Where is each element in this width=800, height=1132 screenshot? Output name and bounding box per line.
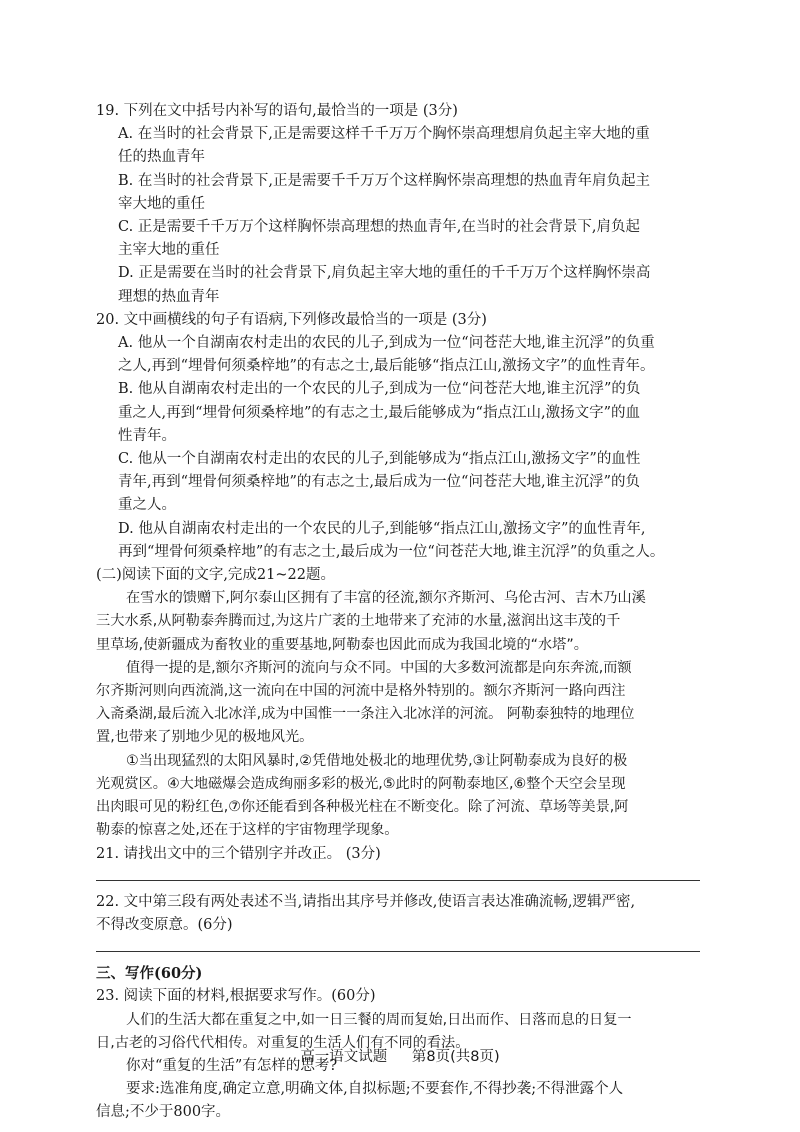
q19-option-b-cont: 宰大地的重任: [118, 195, 205, 212]
q20-option-a: A. 他从一个自湖南农村走出的农民的儿子,到成为一位“问苍茫大地,谁主沉浮”的负重: [118, 335, 655, 352]
q19-stem: 19. 下列在文中括号内补写的语句,最恰当的一项是 (3分): [96, 103, 458, 119]
q19-option-d-cont: 理想的热血青年: [118, 288, 220, 305]
q19-option-c-cont: 主宰大地的重任: [118, 242, 220, 259]
passage-paragraph-1-cont: 三大水系,从阿勒泰奔腾而过,为这片广袤的土地带来了充沛的水量,滋润出这丰茂的千: [96, 613, 621, 630]
q23-material: 人们的生活大都在重复之中,如一日三餐的周而复始,日出而作、日落而息的日复一: [126, 1011, 632, 1028]
q23-requirements: 要求:选准角度,确定立意,明确文体,自拟标题;不要套作,不得抄袭;不得泄露个人: [126, 1081, 624, 1098]
q20-option-b-cont: 重之人,再到“埋骨何须桑梓地”的有志之士,最后能够成为“指点江山,激扬文字”的血: [118, 404, 640, 421]
q20-option-d-cont: 再到“埋骨何须桑梓地”的有志之士,最后成为一位“问苍茫大地,谁主沉浮”的负重之人。: [118, 543, 665, 560]
passage-paragraph-2-cont: 置,也带来了别地少见的极地风光。: [96, 729, 314, 746]
q20-option-c-cont2: 重之人。: [118, 497, 176, 514]
passage-paragraph-2-cont: 尔齐斯河则向西流淌,这一流向在中国的河流中是格外特别的。额尔齐斯河一路向西注: [96, 683, 626, 700]
q22-stem-cont: 不得改变原意。(6分): [96, 916, 233, 933]
page-footer: [0, 1045, 800, 1066]
q19-option-a-cont: 任的热血青年: [118, 149, 205, 166]
exam-page: [96, 100, 700, 1125]
q20-option-a-cont: 之人,再到“埋骨何须桑梓地”的有志之士,最后能够“指点江山,激扬文字”的血性青年。: [118, 358, 655, 375]
q22-stem: 22. 文中第三段有两处表述不当,请指出其序号并修改,使语言表达准确流畅,逻辑严密,: [96, 893, 636, 910]
q19-option-d: D. 正是需要在当时的社会背景下,肩负起主宰大地的重任的千千万万个这样胸怀崇高: [118, 265, 651, 282]
section-3-heading: 三、写作(60分): [96, 965, 203, 983]
footer-page-number: 第8页(共8页): [411, 1049, 500, 1065]
q23-stem: 23. 阅读下面的材料,根据要求写作。(60分): [96, 988, 376, 1005]
passage-paragraph-2: 值得一提的是,额尔齐斯河的流向与众不同。中国的大多数河流都是向东奔流,而额: [126, 659, 632, 676]
q19-option-c: C. 正是需要千千万万个这样胸怀崇高理想的热血青年,在当时的社会背景下,肩负起: [118, 219, 641, 236]
passage-paragraph-3-cont: 勒泰的惊喜之处,还在于这样的宇宙物理学现象。: [96, 822, 399, 839]
q20-option-c: C. 他从一个自湖南农村走出的农民的儿子,到能够成为“指点江山,激扬文字”的血性: [118, 451, 641, 468]
passage-paragraph-2-cont: 入斋桑湖,最后流入北冰洋,成为中国惟一一条注入北冰洋的河流。 阿勒泰独特的地理位: [96, 706, 635, 723]
q23-prompt: 你对“重复的生活”有怎样的思考?: [126, 1057, 338, 1074]
q20-option-d: D. 他从自湖南农村走出的一个农民的儿子,到能够“指点江山,激扬文字”的血性青年,: [118, 520, 646, 537]
q21-answer-line[interactable]: [96, 866, 700, 881]
q19-option-a: A. 在当时的社会背景下,正是需要这样千千万万个胸怀崇高理想肩负起主宰大地的重: [118, 126, 650, 143]
passage-paragraph-1: 在雪水的馈赠下,阿尔泰山区拥有了丰富的径流,额尔齐斯河、乌伦古河、吉木乃山溪: [126, 590, 646, 607]
q20-option-b-cont2: 性青年。: [118, 427, 176, 444]
passage-paragraph-3-cont: 出肉眼可见的粉红色,⑦你还能看到各种极光柱在不断变化。除了河流、草场等美景,阿: [96, 799, 629, 816]
q21-stem: 21. 请找出文中的三个错别字并改正。 (3分): [96, 845, 381, 862]
q23-material-cont: 日,古老的习俗代代相传。对重复的生活人们有不同的看法。: [96, 1034, 470, 1051]
passage-paragraph-3: ①当出现猛烈的太阳风暴时,②凭借地处极北的地理优势,③让阿勒泰成为良好的极: [126, 752, 628, 769]
q20-stem: 20. 文中画横线的句子有语病,下列修改最恰当的一项是 (3分): [96, 311, 487, 328]
section-2-heading: (二)阅读下面的文字,完成21~22题。: [96, 567, 335, 584]
passage-paragraph-1-cont: 里草场,使新疆成为畜牧业的重要基地,阿勒泰也因此而成为我国北境的“水塔”。: [96, 636, 588, 653]
footer-subject: 高一语文试题: [300, 1049, 388, 1065]
passage-paragraph-3-cont: 光观赏区。④大地磁爆会造成绚丽多彩的极光,⑤此时的阿勒泰地区,⑥整个天空会呈现: [96, 775, 626, 792]
q23-requirements-cont: 信息;不少于800字。: [96, 1104, 231, 1121]
q20-option-c-cont: 青年,再到“埋骨何须桑梓地”的有志之士,最后成为一位“问苍茫大地,谁主沉浮”的负: [118, 474, 640, 491]
q20-option-b: B. 他从自湖南农村走出的一个农民的儿子,到成为一位“问苍茫大地,谁主沉浮”的负: [118, 381, 641, 398]
q22-answer-line[interactable]: [96, 937, 700, 952]
q19-option-b: B. 在当时的社会背景下,正是需要千千万万个这样胸怀崇高理想的热血青年肩负起主: [118, 172, 650, 189]
